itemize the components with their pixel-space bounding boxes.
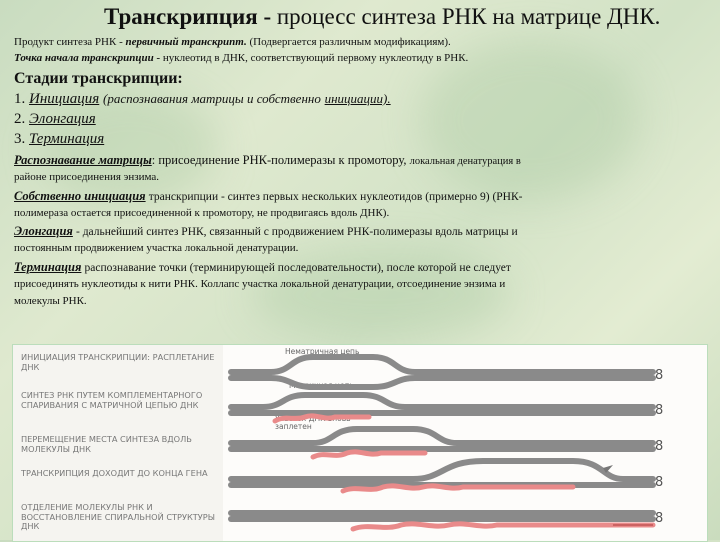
label-rewound-dna: Участок ДНК вновь заплетен bbox=[275, 414, 351, 431]
stage-elongation bbox=[14, 111, 708, 128]
stages-heading: Стадии транскрипции: bbox=[14, 70, 183, 87]
recognition-term: Распознавание матрицы bbox=[14, 153, 152, 167]
product-term: первичный транскрипт. bbox=[125, 36, 247, 48]
diagram-drawing bbox=[13, 345, 707, 541]
rna-row-3 bbox=[313, 452, 425, 457]
dna-row-1-top bbox=[231, 357, 653, 372]
diagram-caption-movement: ПЕРЕМЕЩЕНИЕ МЕСТА СИНТЕЗА ВДОЛЬ МОЛЕКУЛЫ ДНК bbox=[21, 434, 192, 454]
dna-row-3-top bbox=[231, 429, 653, 443]
rna-row-4 bbox=[343, 486, 573, 491]
stage-note: (распознавания матрицы и собственно bbox=[103, 91, 321, 106]
title-term: Транскрипция - bbox=[104, 4, 272, 29]
diagram-caption-release: ОТДЕЛЕНИЕ МОЛЕКУЛЫ РНК И ВОССТАНОВЛЕНИЕ СПИРАЛЬНОЙ СТРУКТУРЫ ДНК bbox=[21, 502, 215, 531]
recognition-paragraph bbox=[14, 153, 708, 168]
diagram-caption-initiation: ИНИЦИАЦИЯ ТРАНСКРИПЦИИ: РАСПЛЕТАНИЕ ДНК bbox=[21, 352, 215, 372]
stage-initiation bbox=[14, 91, 708, 108]
stage-num: 2. bbox=[14, 111, 26, 127]
rna-row-2 bbox=[275, 416, 369, 421]
end-mark: 8 bbox=[655, 439, 664, 454]
initiation-text: транскрипции - синтез первых нескольких нуклеотидов (примерно 9) (РНК- bbox=[148, 191, 523, 203]
stage-termination bbox=[14, 131, 708, 148]
dna-row-1-bottom bbox=[231, 378, 653, 387]
recognition-paragraph-cont: районе присоединения энзима. bbox=[14, 171, 160, 183]
start-point-line bbox=[14, 52, 708, 64]
label-template-strand: Матричная цепь bbox=[289, 381, 354, 390]
stage-num: 1. bbox=[14, 91, 26, 107]
label-nontemplate-strand: Нематричная цепь bbox=[285, 347, 360, 356]
termination-paragraph bbox=[14, 260, 708, 275]
product-prefix: Продукт синтеза РНК - bbox=[14, 36, 123, 48]
product-line bbox=[14, 36, 708, 48]
title-definition: процесс синтеза РНК на матрице ДНК. bbox=[276, 4, 661, 29]
page-title bbox=[104, 4, 660, 30]
rna-row-5 bbox=[353, 524, 653, 529]
termination-text: распознавание точки (терминирующей последовательности), после которой не следует bbox=[84, 262, 511, 274]
elongation-paragraph bbox=[14, 224, 708, 239]
elongation-paragraph-cont: постоянным продвижением участка локальной денатурации. bbox=[14, 242, 299, 254]
dna-row-2-top bbox=[231, 395, 653, 407]
initiation-paragraph-cont: полимераза остается присоединенной к промотору, не продвигаясь вдоль ДНК). bbox=[14, 207, 390, 219]
end-mark: 8 bbox=[655, 511, 664, 526]
end-mark: 8 bbox=[655, 475, 664, 490]
dna-strands bbox=[231, 357, 653, 519]
end-mark: 8 bbox=[655, 403, 664, 418]
termination-term: Терминация bbox=[14, 260, 82, 274]
termination-paragraph-cont: присоединять нуклеотиды к нити РНК. Коллапс участка локальной денатурации, отсоединение энзима и bbox=[14, 278, 506, 290]
stage-note-underlined: инициации). bbox=[324, 91, 391, 106]
diagram-caption-synthesis: СИНТЕЗ РНК ПУТЕМ КОМПЛЕМЕНТАРНОГО СПАРИВАНИЯ С МАТРИЧНОЙ ЦЕПЬЮ ДНК bbox=[21, 390, 203, 410]
end-mark: 8 bbox=[655, 368, 664, 383]
recognition-text: : присоединение РНК-полимеразы к промотору, bbox=[151, 153, 407, 167]
dna-row-4-top bbox=[231, 461, 653, 479]
initiation-paragraph bbox=[14, 189, 708, 204]
recognition-text-small: локальная денатурация в bbox=[409, 156, 521, 167]
stage-name: Инициация bbox=[29, 91, 100, 107]
elongation-term: Элонгация bbox=[14, 224, 73, 238]
product-rest: (Подвергается различным модификациям). bbox=[249, 36, 451, 48]
transcription-diagram bbox=[12, 344, 708, 542]
termination-paragraph-cont-2: молекулы РНК. bbox=[14, 295, 87, 307]
end-marks bbox=[655, 368, 663, 526]
stage-name: Элонгация bbox=[29, 111, 96, 127]
initiation-term: Собственно инициация bbox=[14, 189, 146, 203]
start-point-rest: нуклеотид в ДНК, соответствующий первому нуклеотиду в РНК. bbox=[162, 52, 469, 64]
start-point-term: Точка начала транскрипции - bbox=[14, 52, 161, 64]
stage-name: Терминация bbox=[29, 131, 105, 147]
stage-num: 3. bbox=[14, 131, 26, 147]
elongation-text: - дальнейший синтез РНК, связанный с продвижением РНК-полимеразы вдоль матрицы и bbox=[76, 226, 518, 238]
diagram-caption-gene-end: ТРАНСКРИПЦИЯ ДОХОДИТ ДО КОНЦА ГЕНА bbox=[21, 468, 208, 478]
